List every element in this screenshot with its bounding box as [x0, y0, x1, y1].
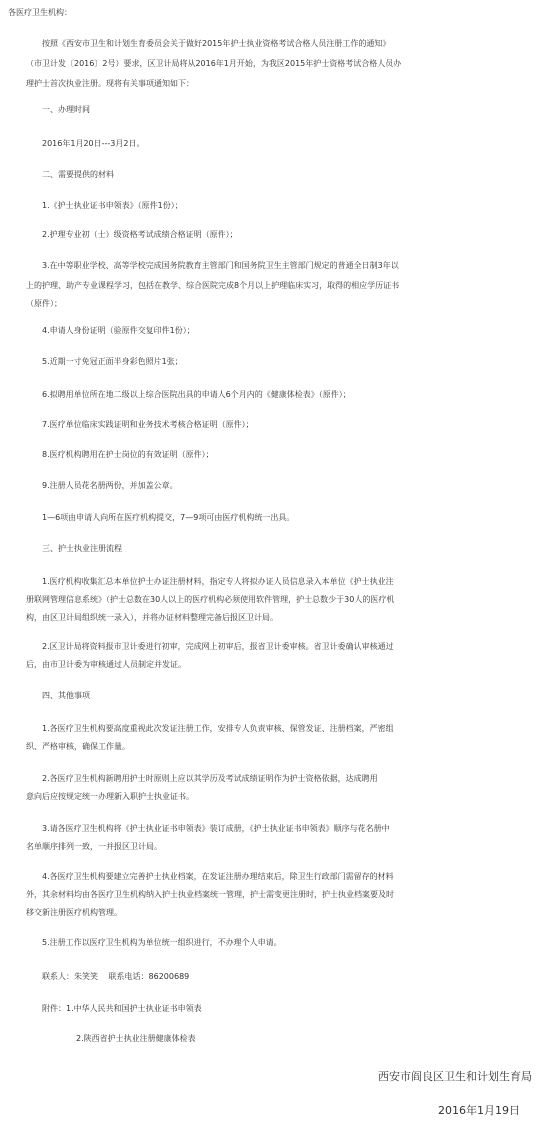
process-2-line-2: 后，由市卫计委为审核通过人员制定并发证。 — [26, 660, 186, 669]
other-1-line-1: 1.各医疗卫生机构要高度重视此次发证注册工作，安排专人负责审核、保管发证、注册档案，严密组 — [42, 724, 394, 733]
other-1-line-2: 织、严格审核，确保工作量。 — [26, 742, 130, 751]
section-3-heading: 三、护士执业注册流程 — [42, 544, 122, 553]
other-4-line-1: 4.各医疗卫生机构要建立完善护士执业档案，在发证注册办理结束后，除卫生行政部门需留存的材料 — [42, 872, 394, 881]
other-4-line-3: 移交新注册医疗机构管理。 — [26, 908, 122, 917]
material-item-5: 5.近期一寸免冠正面半身彩色照片1张； — [42, 357, 183, 366]
other-5: 5.注册工作以医疗卫生机构为单位统一组织进行，不办理个人申请。 — [42, 938, 282, 947]
material-item-8: 8.医疗机构聘用在护士岗位的有效证明（原件）； — [42, 450, 214, 459]
other-2-line-2: 意向后应按规定统一办理新入职护士执业证书。 — [26, 792, 194, 801]
process-1-line-1: 1.医疗机构收集汇总本单位护士办证注册材料，指定专人将拟办证人员信息录入本单位《护士执业注 — [42, 577, 394, 586]
material-note: 1—6项由申请人向所在医疗机构提交，7—9项可由医疗机构统一出具。 — [42, 513, 295, 522]
material-item-1: 1.《护士执业证书申领表》（原件1份）； — [42, 201, 183, 210]
section-4-heading: 四、其他事项 — [42, 691, 90, 700]
intro-line-3: 理护士首次执业注册。现将有关事项通知如下： — [26, 79, 194, 88]
material-item-9: 9.注册人员花名册两份，并加盖公章。 — [42, 481, 178, 490]
service-period: 2016年1月20日---3月2日。 — [42, 139, 145, 148]
material-item-7: 7.医疗单位临床实践证明和业务技术考核合格证明（原件）； — [42, 420, 254, 429]
intro-line-2: （市卫计发〔2016〕2号）要求，区卫计局将从2016年1月开始，为我区2015年护士资格考试合格人员办 — [26, 59, 402, 68]
section-2-heading: 二、需要提供的材料 — [42, 170, 114, 179]
material-item-4: 4.申请人身份证明（验原件交复印件1份）； — [42, 326, 195, 335]
other-4-line-2: 外，其余材料均由各医疗卫生机构纳入护士执业档案统一管理，护士需变更注册时，护士执业档案要及时 — [26, 890, 394, 899]
issuer-signature: 西安市阎良区卫生和计划生育局 — [378, 1070, 532, 1083]
process-1-line-3: 构，由区卫计局组织统一录入），并将办证材料整理完备后报区卫计局。 — [26, 613, 278, 622]
other-2-line-1: 2.各医疗卫生机构新聘用护士时原则上应以其学历及考试成绩证明作为护士资格依据，达成聘用 — [42, 774, 378, 783]
salutation: 各医疗卫生机构： — [8, 8, 72, 17]
material-item-2: 2.护理专业初（士）级资格考试成绩合格证明（原件）； — [42, 230, 238, 239]
attachment-2: 2.陕西省护士执业注册健康体检表 — [76, 1034, 196, 1043]
process-1-line-2: 册联网管理信息系统》（护士总数在30人以上的医疗机构必须使用软件管理，护士总数少于30人的医疗机 — [26, 595, 395, 604]
other-3-line-1: 3.请各医疗卫生机构将《护士执业证书申领表》装订成册，《护士执业证书申领表》顺序与花名册中 — [42, 824, 390, 833]
material-item-3-line-2: 上的护理、助产专业课程学习，包括在教学、综合医院完成8个月以上护理临床实习，取得的相应学历证书 — [26, 281, 400, 290]
process-2-line-1: 2.区卫计局将资料报市卫计委进行初审，完成网上初审后，报省卫计委审核。省卫计委确认审核通过 — [42, 642, 394, 651]
intro-line-1: 按照《西安市卫生和计划生育委员会关于做好2015年护士执业资格考试合格人员注册工作的通知》 — [42, 39, 391, 48]
issue-date: 2016年1月19日 — [438, 1104, 520, 1117]
material-item-6: 6.拟聘用单位所在地二级以上综合医院出具的申请人6个月内的《健康体检表》（原件）； — [42, 390, 351, 399]
attachment-1: 附件：1.中华人民共和国护士执业证书申领表 — [42, 1004, 202, 1013]
material-item-3-line-1: 3.在中等职业学校、高等学校完成国务院教育主管部门和国务院卫生主管部门规定的普通全日制3年以 — [42, 261, 399, 270]
other-3-line-2: 名单顺序排列一致，一并报区卫计局。 — [26, 842, 162, 851]
material-item-3-line-3: （原件）； — [26, 299, 62, 308]
section-1-heading: 一、办理时间 — [42, 105, 90, 114]
contact-info: 联系人：朱笑笑 联系电话：86200689 — [42, 972, 190, 981]
